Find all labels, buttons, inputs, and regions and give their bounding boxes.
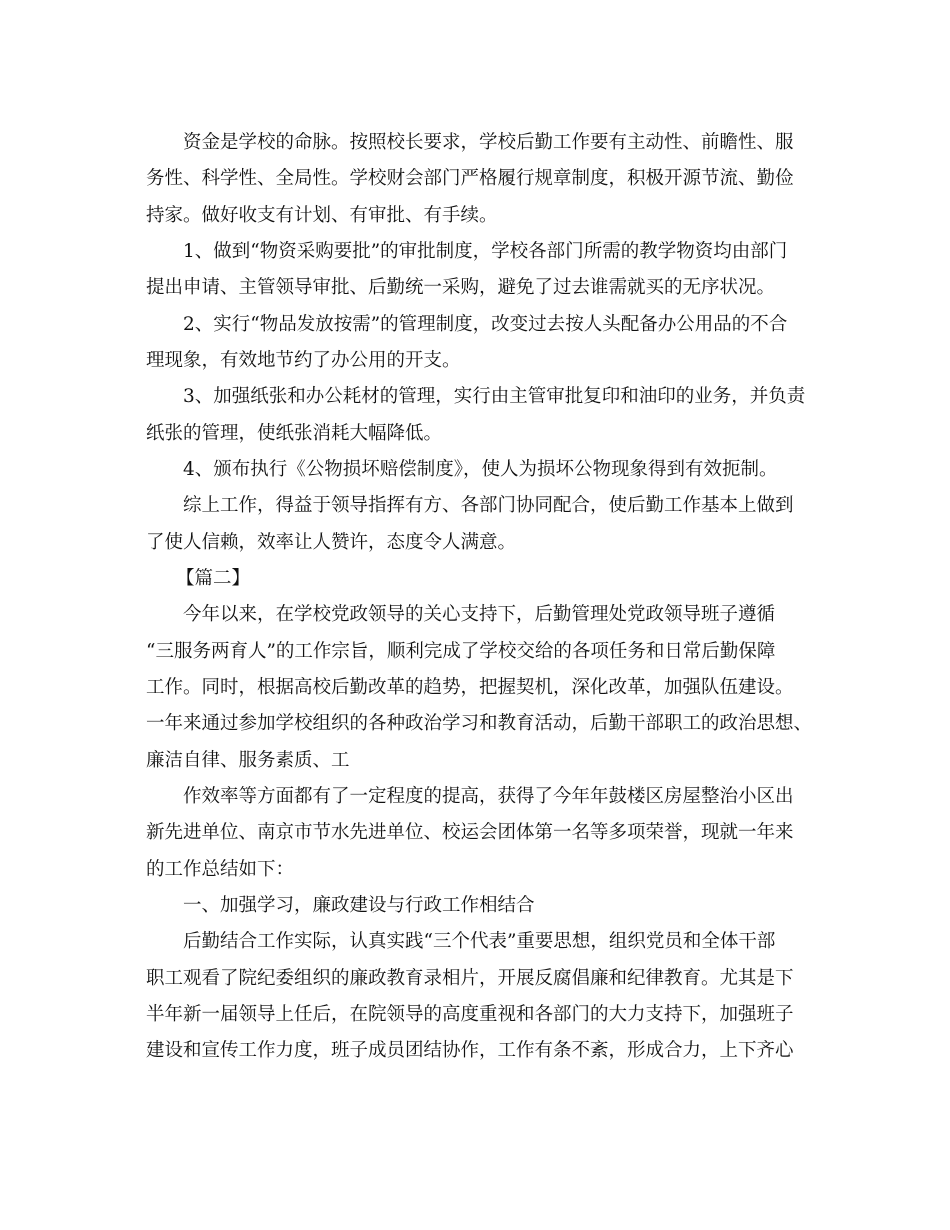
paragraph-line: “三服务两育人”的工作宗旨，顺利完成了学校交给的各项任务和日常后勤保障 [146, 641, 776, 662]
paragraph-line: 资金是学校的命脉。按照校长要求，学校后勤工作要有主动性、前瞻性、服 [183, 132, 794, 153]
paragraph-line: 了使人信赖，效率让人赞许，态度令人满意。 [146, 532, 517, 553]
paragraph-line: 持家。做好收支有计划、有审批、有手续。 [146, 205, 498, 226]
paragraph-line: 纸张的管理，使纸张消耗大幅降低。 [146, 423, 443, 444]
paragraph-line: 职工观看了院纪委组织的廉政教育录相片，开展反腐倡廉和纪律教育。尤其是下 [146, 968, 794, 989]
paragraph-line: 今年以来，在学校党政领导的关心支持下，后勤管理处党政领导班子遵循 [183, 604, 776, 625]
paragraph-line: 一年来通过参加学校组织的各种政治学习和教育活动，后勤干部职工的政治思想、 [146, 713, 813, 734]
paragraph-line: 后勤结合工作实际，认真实践“三个代表”重要思想，组织党员和全体干部 [183, 931, 776, 952]
paragraph-line: 提出申请、主管领导审批、后勤统一采购，避免了过去谁需就买的无序状况。 [146, 277, 776, 298]
paragraph-line: 2、实行“物品发放按需”的管理制度，改变过去按人头配备办公用品的不合 [183, 314, 788, 335]
paragraph-line: 的工作总结如下： [146, 859, 295, 880]
subsection-heading: 一、加强学习，廉政建设与行政工作相结合 [183, 895, 535, 916]
paragraph-line: 1、做到“物资采购要批”的审批制度，学校各部门所需的教学物资均由部门 [183, 241, 788, 262]
paragraph-line: 建设和宣传工作力度，班子成员团结协作，工作有条不紊，形成合力，上下齐心 [146, 1040, 794, 1061]
paragraph-line: 务性、科学性、全局性。学校财会部门严格履行规章制度，积极开源节流、勤俭 [146, 168, 794, 189]
section-heading: 【篇二】 [176, 568, 251, 589]
paragraph-line: 新先进单位、南京市节水先进单位、校运会团体第一名等多项荣誉，现就一年来 [146, 822, 794, 843]
paragraph-line: 作效率等方面都有了一定程度的提高，获得了今年年鼓楼区房屋整治小区出 [183, 786, 794, 807]
paragraph-line: 廉洁自律、服务素质、工 [146, 750, 350, 771]
paragraph-line: 综上工作，得益于领导指挥有方、各部门协同配合，使后勤工作基本上做到 [183, 495, 794, 516]
paragraph-line: 半年新一届领导上任后，在院领导的高度重视和各部门的大力支持下，加强班子 [146, 1004, 794, 1025]
paragraph-line: 4、颁布执行《公物损坏赔偿制度》，使人为损坏公物现象得到有效扼制。 [183, 459, 778, 480]
paragraph-line: 工作。同时，根据高校后勤改革的趋势，把握契机，深化改革，加强队伍建设。 [146, 677, 794, 698]
paragraph-line: 3、加强纸张和办公耗材的管理，实行由主管审批复印和油印的业务，并负责 [183, 386, 806, 407]
paragraph-line: 理现象，有效地节约了办公用的开支。 [146, 350, 461, 371]
